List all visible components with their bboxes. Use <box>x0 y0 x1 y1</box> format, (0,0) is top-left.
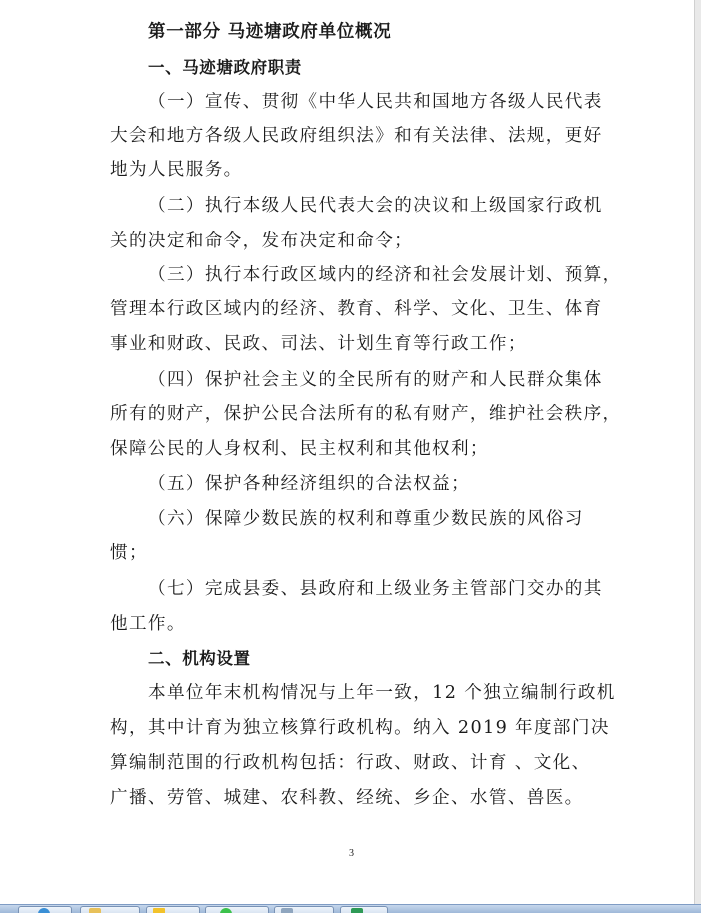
paragraph-line: （二）执行本级人民代表大会的决议和上级国家行政机 <box>148 196 603 216</box>
paragraph-line: 惯； <box>110 543 148 563</box>
paragraph-line: 管理本行政区域内的经济、教育、科学、文化、卫生、体育 <box>110 299 603 319</box>
window-icon <box>281 908 293 913</box>
spreadsheet-icon <box>351 908 363 913</box>
paragraph-line: 算编制范围的行政机构包括：行政、财政、计育 、文化、 <box>110 753 591 773</box>
section-heading-structure: 二、机构设置 <box>148 649 251 668</box>
paragraph-line: 所有的财产，保护公民合法所有的私有财产，维护社会秩序， <box>110 404 622 424</box>
paragraph-line: 广播、劳管、城建、农科教、经统、乡企、水管、兽医。 <box>110 788 584 808</box>
paragraph-line: （四）保护社会主义的全民所有的财产和人民群众集体 <box>148 370 603 390</box>
paragraph-line: 保障公民的人身权利、民主权利和其他权利； <box>110 439 489 459</box>
paragraph-line: （六）保障少数民族的权利和尊重少数民族的风俗习 <box>148 509 584 529</box>
paragraph-line: 地为人民服务。 <box>110 160 243 180</box>
page-number: 3 <box>349 848 354 859</box>
chat-icon <box>220 908 232 913</box>
browser-icon <box>38 908 50 913</box>
folder-icon <box>89 908 101 913</box>
paragraph-line: 他工作。 <box>110 614 186 634</box>
section-heading-duties: 一、马迹塘政府职责 <box>148 58 302 77</box>
paragraph-line: （七）完成县委、县政府和上级业务主管部门交办的其 <box>148 579 603 599</box>
vertical-scrollbar[interactable] <box>694 0 701 904</box>
paragraph-line: 关的决定和命令，发布决定和命令； <box>110 231 414 251</box>
paragraph-line: 事业和财政、民政、司法、计划生育等行政工作； <box>110 334 527 354</box>
paragraph-line: （一）宣传、贯彻《中华人民共和国地方各级人民代表 <box>148 92 603 112</box>
part-heading: 第一部分 马迹塘政府单位概况 <box>148 22 392 42</box>
paragraph-line: 大会和地方各级人民政府组织法》和有关法律、法规，更好 <box>110 126 603 146</box>
paragraph-line: 本单位年末机构情况与上年一致，12 个独立编制行政机 <box>148 683 616 703</box>
paragraph-line: 构，其中计育为独立核算行政机构。纳入 2019 年度部门决 <box>110 718 610 738</box>
warning-icon <box>153 908 165 913</box>
paragraph-line: （五）保护各种经济组织的合法权益； <box>148 474 471 494</box>
paragraph-line: （三）执行本行政区域内的经济和社会发展计划、预算， <box>148 265 622 285</box>
